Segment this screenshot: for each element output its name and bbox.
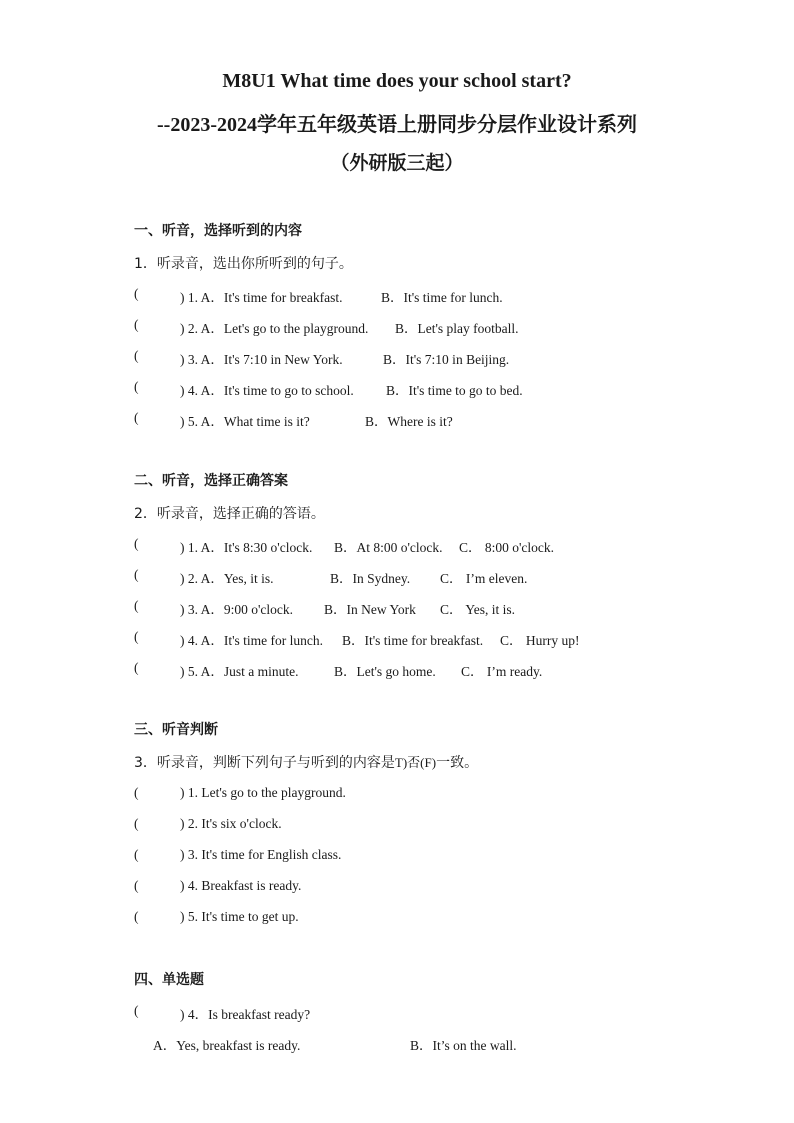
- section3-instruction: [134, 752, 478, 772]
- section2-heading: 二、听音，选择正确答案: [134, 473, 288, 489]
- answer-blank[interactable]: (: [134, 410, 139, 425]
- answer-blank[interactable]: (: [134, 348, 139, 363]
- s4-option-a: A．Yes, breakfast is ready.: [153, 1038, 301, 1053]
- answer-blank[interactable]: (: [134, 536, 139, 551]
- answer-blank[interactable]: (: [134, 660, 139, 675]
- question-option-a: ) 2. A．Let's go to the playground.: [180, 321, 369, 336]
- answer-blank[interactable]: (: [134, 816, 139, 831]
- question-option-b: B．It's time for breakfast.: [342, 633, 484, 648]
- question-option-a: ) 3. A．It's 7:10 in New York.: [180, 352, 343, 367]
- question-option-a: ) 2. A．Yes, it is.: [180, 571, 274, 586]
- question-option-b: B．In New York: [324, 602, 416, 617]
- answer-blank[interactable]: (: [134, 909, 139, 924]
- document-edition: （外研版三起）: [330, 153, 464, 174]
- section4-heading: 四、单选题: [134, 972, 204, 988]
- question-text: ) 1. Let's go to the playground.: [180, 785, 346, 800]
- question-option-a: ) 3. A．9:00 o'clock.: [180, 602, 294, 617]
- s4-option-b: B．It’s on the wall.: [410, 1038, 517, 1053]
- section1-instruction: 1．听录音，选出你所听到的句子。: [134, 256, 353, 272]
- answer-blank[interactable]: (: [134, 317, 139, 332]
- question-text: ) 4. Breakfast is ready.: [180, 878, 302, 893]
- question-option-a: ) 1. A．It's 8:30 o'clock.: [180, 540, 313, 555]
- question-option-c: C． Hurry up!: [500, 633, 580, 648]
- section3-heading: 三、听音判断: [134, 722, 218, 738]
- question-option-c: C． Yes, it is.: [440, 602, 516, 617]
- instruction-text: 3．听录音，判断下列句子与听到的内容是: [134, 755, 395, 771]
- answer-blank[interactable]: (: [134, 785, 139, 800]
- answer-blank[interactable]: (: [134, 878, 139, 893]
- answer-blank[interactable]: (: [134, 598, 139, 613]
- question-option-a: ) 4. A．It's time to go to school.: [180, 383, 354, 398]
- question-text: ) 3. It's time for English class.: [180, 847, 342, 862]
- question-option-b: B．Where is it?: [365, 414, 453, 429]
- question-option-b: B．Let's go home.: [334, 664, 436, 679]
- question-option-a: ) 1. A．It's time for breakfast.: [180, 290, 343, 305]
- answer-blank[interactable]: (: [134, 1003, 139, 1018]
- answer-blank[interactable]: (: [134, 379, 139, 394]
- answer-blank[interactable]: (: [134, 847, 139, 862]
- question-option-a: ) 4. A．It's time for lunch.: [180, 633, 324, 648]
- question-option-a: ) 5. A．What time is it?: [180, 414, 310, 429]
- question-option-a: ) 5. A．Just a minute.: [180, 664, 299, 679]
- question-option-c: C． I’m ready.: [461, 664, 543, 679]
- question-option-b: B．It's time for lunch.: [381, 290, 503, 305]
- instruction-text-end: 一致。: [436, 755, 479, 771]
- question-option-b: B．Let's play football.: [395, 321, 519, 336]
- question-text: ) 5. It's time to get up.: [180, 909, 299, 924]
- section2-instruction: 2．听录音，选择正确的答语。: [134, 506, 325, 522]
- document-title: M8U1 What time does your school start?: [222, 70, 572, 92]
- question-option-b: B．At 8:00 o'clock.: [334, 540, 443, 555]
- question-option-b: B．In Sydney.: [330, 571, 411, 586]
- answer-blank[interactable]: (: [134, 286, 139, 301]
- question-option-c: C． I’m eleven.: [440, 571, 528, 586]
- section1-heading: 一、听音，选择听到的内容: [134, 223, 302, 239]
- question-text: ) 2. It's six o'clock.: [180, 816, 282, 831]
- question-option-b: B．It's time to go to bed.: [386, 383, 523, 398]
- true-false-label: T)否(F): [394, 755, 437, 770]
- answer-blank[interactable]: (: [134, 629, 139, 644]
- answer-blank[interactable]: (: [134, 567, 139, 582]
- document-subtitle: --2023-2024学年五年级英语上册同步分层作业设计系列: [157, 114, 637, 136]
- question-option-b: B．It's 7:10 in Beijing.: [383, 352, 510, 367]
- question-text: ) 4．Is breakfast ready?: [180, 1007, 311, 1022]
- question-option-c: C． 8:00 o'clock.: [459, 540, 555, 555]
